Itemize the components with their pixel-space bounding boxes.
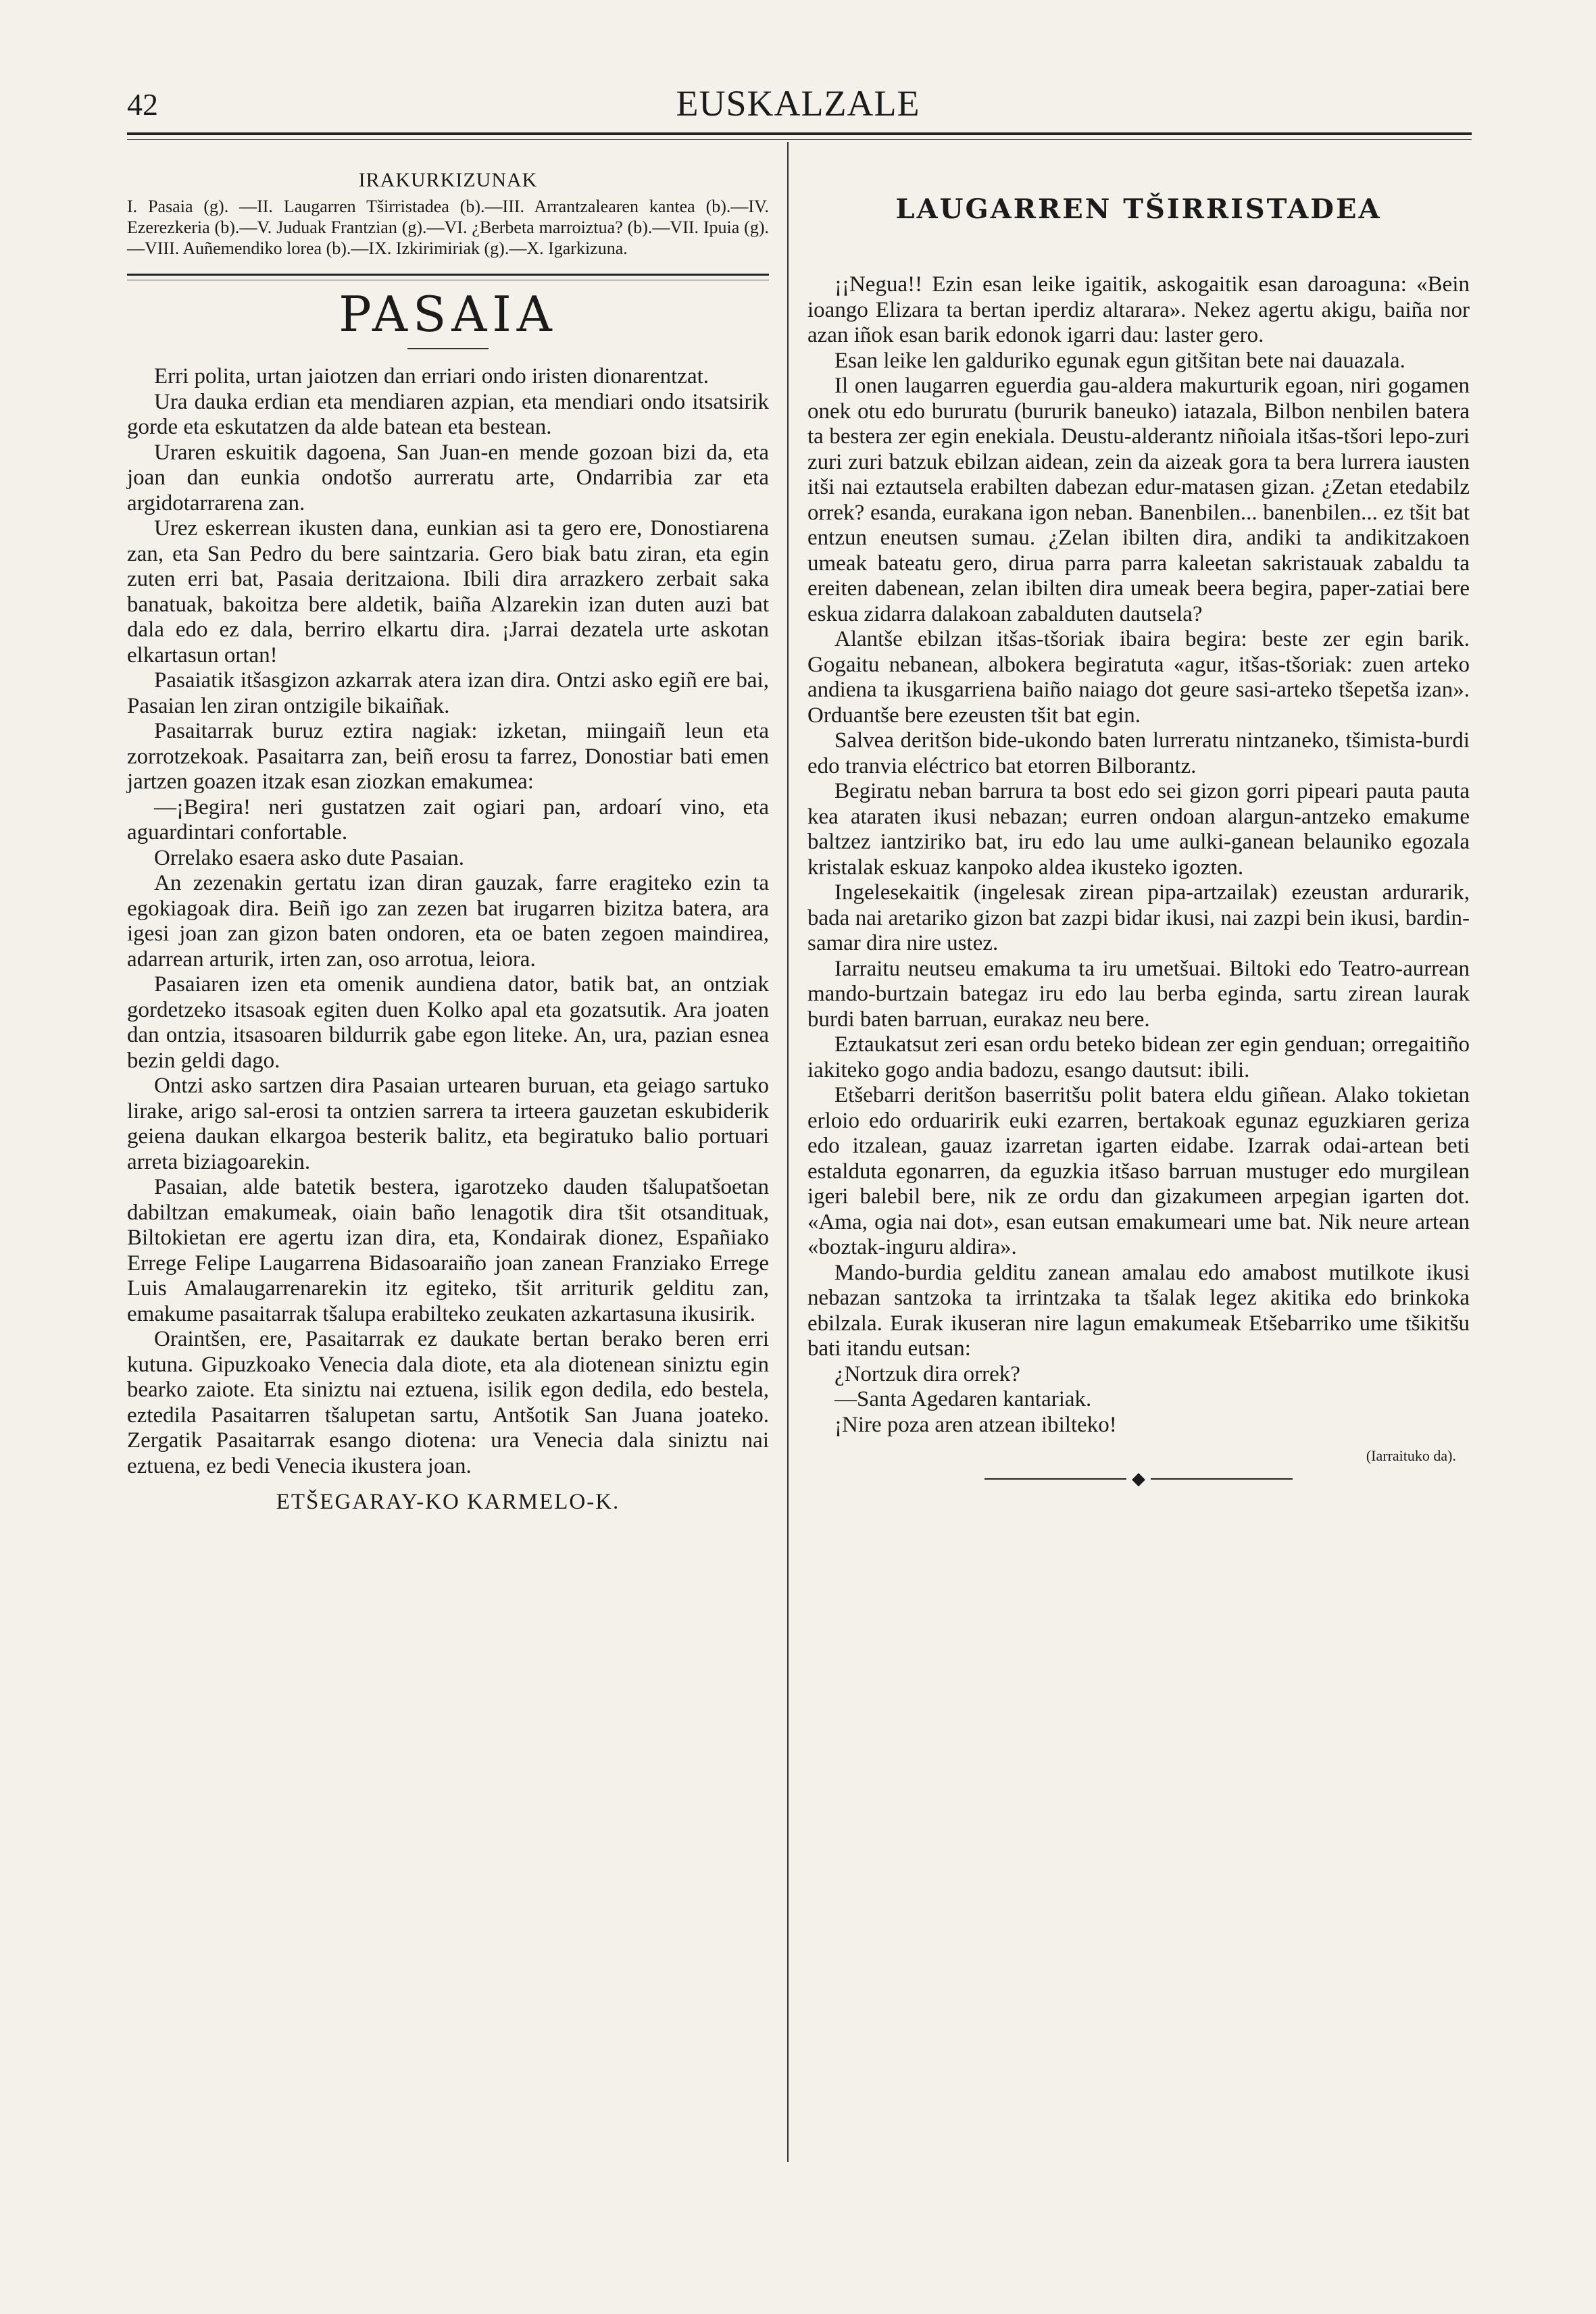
paragraph: Erri polita, urtan jaiotzen dan erriari ondo iristen dionarentzat. xyxy=(154,364,709,388)
paragraph: Ura dauka erdian eta mendiaren azpian, eta mendiari ondo itsatsirik gorde eta eskutatzen da alde batean eta bestean. xyxy=(127,389,769,439)
journal-title: EUSKALZALE xyxy=(676,83,920,124)
paragraph: Uraren eskuitik dagoena, San Juan-en mende gozoan bizi da, eta joan dan eunkia ondotšo aurreratu arte, Ondarribia zar eta argidotarrarena zan. xyxy=(127,440,769,515)
article-title-pasaia: PASAIA xyxy=(339,286,557,343)
paragraph: Ontzi asko sartzen dira Pasaian urtearen buruan, eta geiago sartuko lirake, arigo sal-erosi ta ontzien sarrera ta irteera gauzetan eskubiderik geiena daukan elkargoa besterik balitz, eta begiratuko balio portuari arreta biziagoarekin. xyxy=(127,1074,769,1174)
page-number: 42 xyxy=(127,87,158,122)
article-title-tsirristadea: LAUGARREN TŠIRRISTADEA xyxy=(895,193,1382,225)
paragraph: Pasaiaren izen eta omenik aundiena dator, batik bat, an ontziak gordetzeko itsasoak egiten duen Kolko apal eta gozatsutik. Ara joaten dan ontzia, itsasoaren bildurrik gabe egon liteke. An, ura, pazian esnea bezin geldi dago. xyxy=(127,972,769,1073)
diamond-icon: ◆ xyxy=(1132,1469,1145,1489)
paragraph: Pasaian, alde batetik bestera, igarotzeko dauden tšalupatšoetan dabiltzan emakumeak, oiain baño lenagotik dira tšit otsandituak, Biltokietan ere agertu izan dira, eta, Kondairak dionez, Españiako Errege Felipe Laugarrena Bidasoaraiño joan zanean Franziako Errege Luis Amalaugarrenarekin itz egiteko, tšit arriturik gelditu zan, emakume pasaitarrak tšalupa erabilteko zeukaten azkartasuna ikusirik. xyxy=(127,1175,769,1326)
irakurkizunak-title: IRAKURKIZUNAK xyxy=(358,169,538,191)
paragraph: ¿Nortzuk dira orrek? xyxy=(834,1361,1020,1386)
ornament-line-left xyxy=(984,1478,1126,1480)
paragraph: Iarraitu neutseu emakuma ta iru umetšuai. Biltoki edo Teatro-aurrean mando-burtzain bategaz iru edo lau berba eginda, sartu zirean laurak burdi baten barruan, eurakaz neu bere. xyxy=(807,956,1470,1032)
column-divider xyxy=(787,142,789,2162)
paragraph: Salvea deritšon bide-ukondo baten lurreratu nintzaneko, tšimista-burdi edo tranvia eléctrico bat etorren Bilborantz. xyxy=(807,728,1470,778)
paragraph: Pasaiatik itšasgizon azkarrak atera izan dira. Ontzi asko egiñ ere bai, Pasaian len ziran ontzigile bikaiñak. xyxy=(127,668,769,718)
paragraph: An zezenakin gertatu izan diran gauzak, farre eragiteko ezin ta egokiagoak dira. Beiñ igo zan zezen bat irugarren bizitza batera, ara igesi joan zan gizon baten ondoren, eta oe baten zegoen maindirea, adarrean arturik, irten zan, oso arrotua, leiora. xyxy=(127,871,769,972)
header-rule xyxy=(127,132,1472,135)
title-rule xyxy=(407,348,489,349)
paragraph: Il onen laugarren eguerdia gau-aldera makurturik egoan, niri gogamen onek otu edo bururatu (bururik baneuko) iatazala, Bilbon nenbilen batera ta bestera zer egin enekiala. Deustu-alderantz niñoiala itšas-tšori lepo-zuri zuri zuri batzuk ebilzan aidean, zein da aizeak gora ta bera lurrera iausten itši nai eztautsela erabilten dabezan edur-matasen gizan. ¿Zetan etedabilz orrek? esanda, eurakana igon neban. Banenbilen... banenbilen... ez tšit bat entzun eneutsen sumau. ¿Zelan ibilten dira, andiki ta andikitzakoen umeak bateatu gero, dirua parra parra kaleetan sakristauak zabaldu ta ereiten dabenean, zelan ibilten dira umeak beera begira, paper-zatiai bere eskua zidarra dalakoan zabalduten dautsela? xyxy=(807,374,1470,626)
paragraph: ¡Nire poza aren atzean ibilteko! xyxy=(834,1412,1117,1437)
paragraph: Begiratu neban barrura ta bost edo sei gizon gorri pipeari pauta pauta kea ataraten ikusi nebazan; eurren ondoan alargun-antzeko emakume baltzez iantziriko bat, iru edo lau ume aulki-ganean belauniko egozala kristalak eskuaz kanpoko aldea ikusteko igozten. xyxy=(807,779,1470,880)
paragraph: —¡Begira! neri gustatzen zait ogiari pan, ardoarí vino, eta aguardintari confortable. xyxy=(127,795,769,845)
left-column xyxy=(127,155,769,1515)
paragraph: ¡¡Negua!! Ezin esan leike igaitik, askogaitik esan daroaguna: «Bein ioango Elizara ta bertan iperdiz altarara». Nekez agertu akigu, baiña nor azan iñok esan barik edonok igarri dau: laster gero. xyxy=(807,272,1470,347)
ornament-line-right xyxy=(1151,1478,1293,1480)
paragraph: Alantše ebilzan itšas-tšoriak ibaira begira: beste zer egin barik. Gogaitu nebanean, albokera begiratuta «agur, itšas-tšoriak: zuen arteko andiena ta ikusgarriena baiño naiago dot geure sasi-arteko tšepetša izan». Orduantše bere ezeusten tšit bat egin. xyxy=(807,627,1470,728)
irakurkizunak-answers: I. Pasaia (g). —II. Laugarren Tširristadea (b).—III. Arrantzalearen kantea (b).—IV. Ezerezkeria (b).—V. Juduak Frantzian (g).—VI. ¿Berbeta marroiztua? (b).—VII. Ipuia (g).—VIII. Auñemendiko lorea (b).—IX. Izkirimiriak (g).—X. Igarkizuna. xyxy=(127,197,769,258)
author-signature: ETŠEGARAY-KO KARMELO-K. xyxy=(276,1490,620,1514)
paragraph: —Santa Agedaren kantariak. xyxy=(834,1387,1092,1411)
paragraph: Eztaukatsut zeri esan ordu beteko bidean zer egin genduan; orregaitiño iakiteko gogo andia badozu, esango dautsut: ibili. xyxy=(807,1032,1470,1082)
paragraph: Oraintšen, ere, Pasaitarrak ez daukate bertan berako beren erri kutuna. Gipuzkoako Venecia dala diote, eta ala diotenean siniztu egin bearko zaiote. Eta siniztu nai eztuena, isilik egon dedila, edo bestela, eztedila Pasaitarren tšalupetan sartu, Antšotik San Juana joateko. Zergatik Pasaitarrak esango diotena: ura Venecia dala siniztu nai eztuena, ez bedi Venecia ikustera joan. xyxy=(127,1327,769,1478)
paragraph: Ingelesekaitik (ingelesak zirean pipa-artzailak) ezeustan ardurarik, bada nai aretariko gizon bat zazpi bidar ikusi, nai zazpi bein ikusi, bardin-samar dira nire ustez. xyxy=(807,880,1470,955)
end-ornament xyxy=(807,1467,1470,1489)
paragraph: Esan leike len galduriko egunak egun gitšitan bete nai dauazala. xyxy=(834,348,1405,373)
paragraph: Pasaitarrak buruz eztira nagiak: izketan, miingaiñ leun eta zorrotzekoak. Pasaitarra zan, beiñ erosu ta farrez, Donostiar bati emen jartzen goazen itzak esan ziozkan emakumea: xyxy=(127,719,769,794)
continuation-note: (Iarraituko da). xyxy=(1366,1447,1456,1464)
header-rule-thin xyxy=(127,139,1472,140)
paragraph: Etšebarri deritšon baserritšu polit batera eldu giñean. Alako tokietan erloio edo orduaririk euki ezarren, bertakoak egunaz eguzkiaren geriza edo itzalean, gauaz izarretan igarten eidabe. Izarrak odai-artean beti estalduta egonarren, da eguzkia itšaso barruan mustuger edo murgilean igeri balebil bere, nik ze ordu dan gizakumeen arpegian igarten dot. «Ama, ogia nai dot», esan eutsan emakumeari ume bat. Nik neure artean «boztak-inguru aldira». xyxy=(807,1083,1470,1259)
paragraph: Mando-burdia gelditu zanean amalau edo amabost mutilkote ikusi nebazan santzoka ta irrintzaka ta tšalak legez akitika edo brinkoka ebilzala. Eurak ikuseran nire lagun emakumeak Etšebarriko ume tšikitšu bati itandu eutsan: xyxy=(807,1260,1470,1361)
section-rule xyxy=(127,274,769,276)
pasaia-article-body xyxy=(127,364,769,1479)
right-column xyxy=(807,155,1470,1489)
tsirristadea-article-body xyxy=(807,272,1470,1438)
paragraph: Urez eskerrean ikusten dana, eunkian asi ta gero ere, Donostiarena zan, eta San Pedro du bere saintzaria. Gero biak batu ziran, eta egin zuten erri bat, Pasaia deritzaiona. Ibili dira arrazkero zerbait saka banatuak, bakoitza bere aldetik, baiña Alzarekin izan duten auzi bat dala edo ez dala, berriro elkartu dira. ¡Jarrai dezatela urte askotan elkartasun ortan! xyxy=(127,516,769,668)
paragraph: Orrelako esaera asko dute Pasaian. xyxy=(154,845,465,870)
